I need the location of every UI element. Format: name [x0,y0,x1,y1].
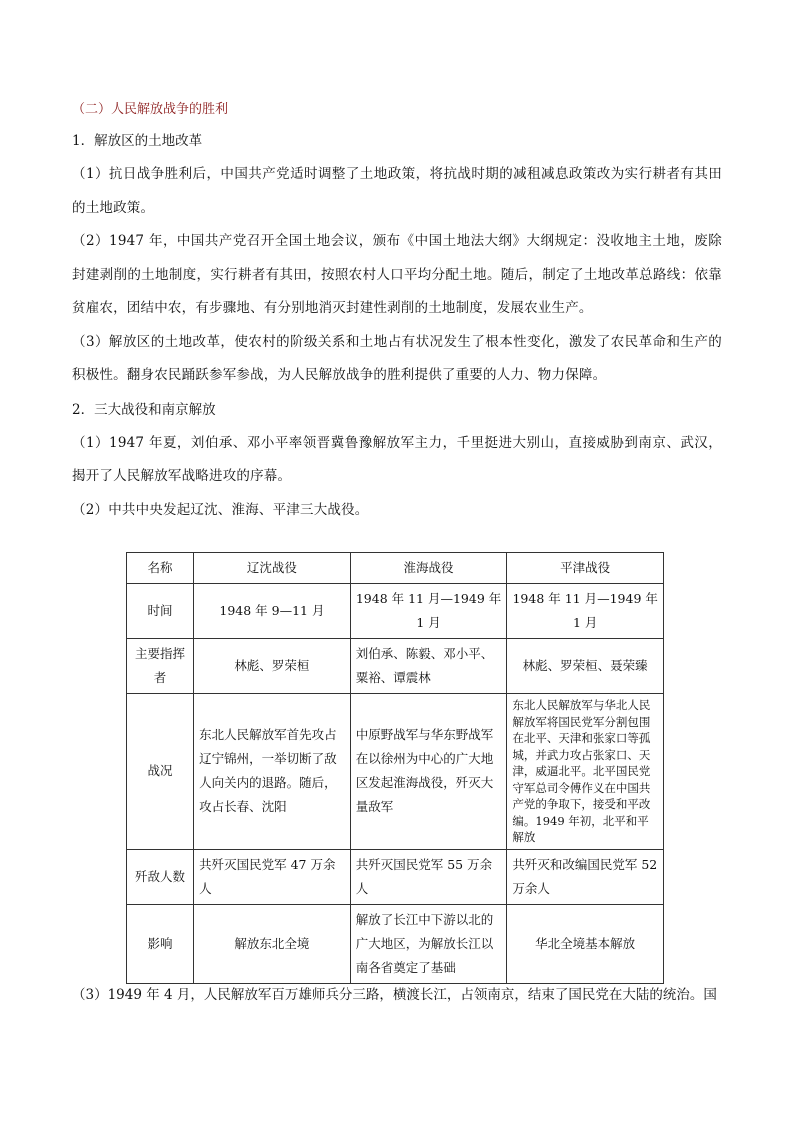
table-row [127,584,664,639]
table-cell: 共歼灭国民党军 47 万余人 [194,849,351,904]
table-cell: 刘伯承、陈毅、邓小平、粟裕、谭震林 [350,639,507,694]
table-row [127,849,664,904]
table-cell: 共歼灭和改编国民党军 52 万余人 [507,849,664,904]
table-cell: 1948 年 11 月—1949 年 1 月 [350,584,507,639]
table-cell: 解放了长江中下游以北的广大地区，为解放长江以南各省奠定了基础 [350,904,507,983]
table-cell: 1948 年 9—11 月 [194,584,351,639]
table-cell: 华北全境基本解放 [507,904,664,983]
row-label: 时间 [127,584,194,639]
document-page [72,96,722,527]
table-row [127,904,664,983]
table-cell: 林彪、罗荣桓、聂荣臻 [507,639,664,694]
table-cell: 东北人民解放军与华北人民解放军将国民党军分割包围在北平、天津和张家口等孤城，并武力攻占张家口、天津，威逼北平。北平国民党守军总司令傅作义在中国共产党的争取下，接受和平改编。1949 年初，北平和平解放 [507,694,664,850]
table-cell: 解放东北全境 [194,904,351,983]
table-cell: 林彪、罗荣桓 [194,639,351,694]
table-cell: 中原野战军与华东野战军在以徐州为中心的广大地区发起淮海战役，歼灭大量敌军 [350,694,507,850]
table-cell: 共歼灭国民党军 55 万余人 [350,849,507,904]
row-label: 影响 [127,904,194,983]
row-label: 主要指挥者 [127,639,194,694]
part1-paragraph-1: （1）抗日战争胜利后，中国共产党适时调整了土地政策，将抗战时期的减租减息政策改为实行耕者有其田的土地政策。 [72,166,722,216]
table-header-cell: 辽沈战役 [194,553,351,584]
part2-paragraph-3: （3）1949 年 4 月，人民解放军百万雄师兵分三路，横渡长江，占领南京，结束了国民党在大陆的统治。国 [72,987,717,1003]
table-cell: 东北人民解放军首先攻占辽宁锦州，一举切断了敌人向关内的退路。随后，攻占长春、沈阳 [194,694,351,850]
section-title: （二）人民解放战争的胜利 [72,102,229,117]
row-label: 战况 [127,694,194,850]
table-row [127,694,664,850]
table-cell: 1948 年 11 月—1949 年 1 月 [507,584,664,639]
row-label: 歼敌人数 [127,849,194,904]
table-header-cell: 淮海战役 [350,553,507,584]
table-header-cell: 平津战役 [507,553,664,584]
part1-paragraph-3: （3）解放区的土地改革，使农村的阶级关系和土地占有状况发生了根本性变化，激发了农民革命和生产的积极性。翻身农民踊跃参军参战，为人民解放战争的胜利提供了重要的人力、物力保障。 [72,333,722,383]
part1-paragraph-2: （2）1947 年，中国共产党召开全国土地会议，颁布《中国土地法大纲》大纲规定：没收地主土地，废除封建剥削的土地制度，实行耕者有其田，按照农村人口平均分配土地。随后，制定了土地改革总路线：依靠贫雇农，团结中农，有步骤地、有分别地消灭封建性剥削的土地制度，发展农业生产。 [72,233,722,316]
table-row [127,639,664,694]
part2-paragraph-2: （2）中共中央发起辽沈、淮海、平津三大战役。 [72,501,369,518]
part2-heading: 2．三大战役和南京解放 [72,401,216,418]
table-header-cell: 名称 [127,553,194,584]
battles-table [126,552,664,984]
part1-heading: 1．解放区的土地改革 [72,133,203,149]
table-header-row [127,553,664,584]
part2-paragraph-1: （1）1947 年夏，刘伯承、邓小平率领晋冀鲁豫解放军主力，千里挺进大别山，直接威胁到南京、武汉，揭开了人民解放军战略进攻的序幕。 [72,434,722,484]
